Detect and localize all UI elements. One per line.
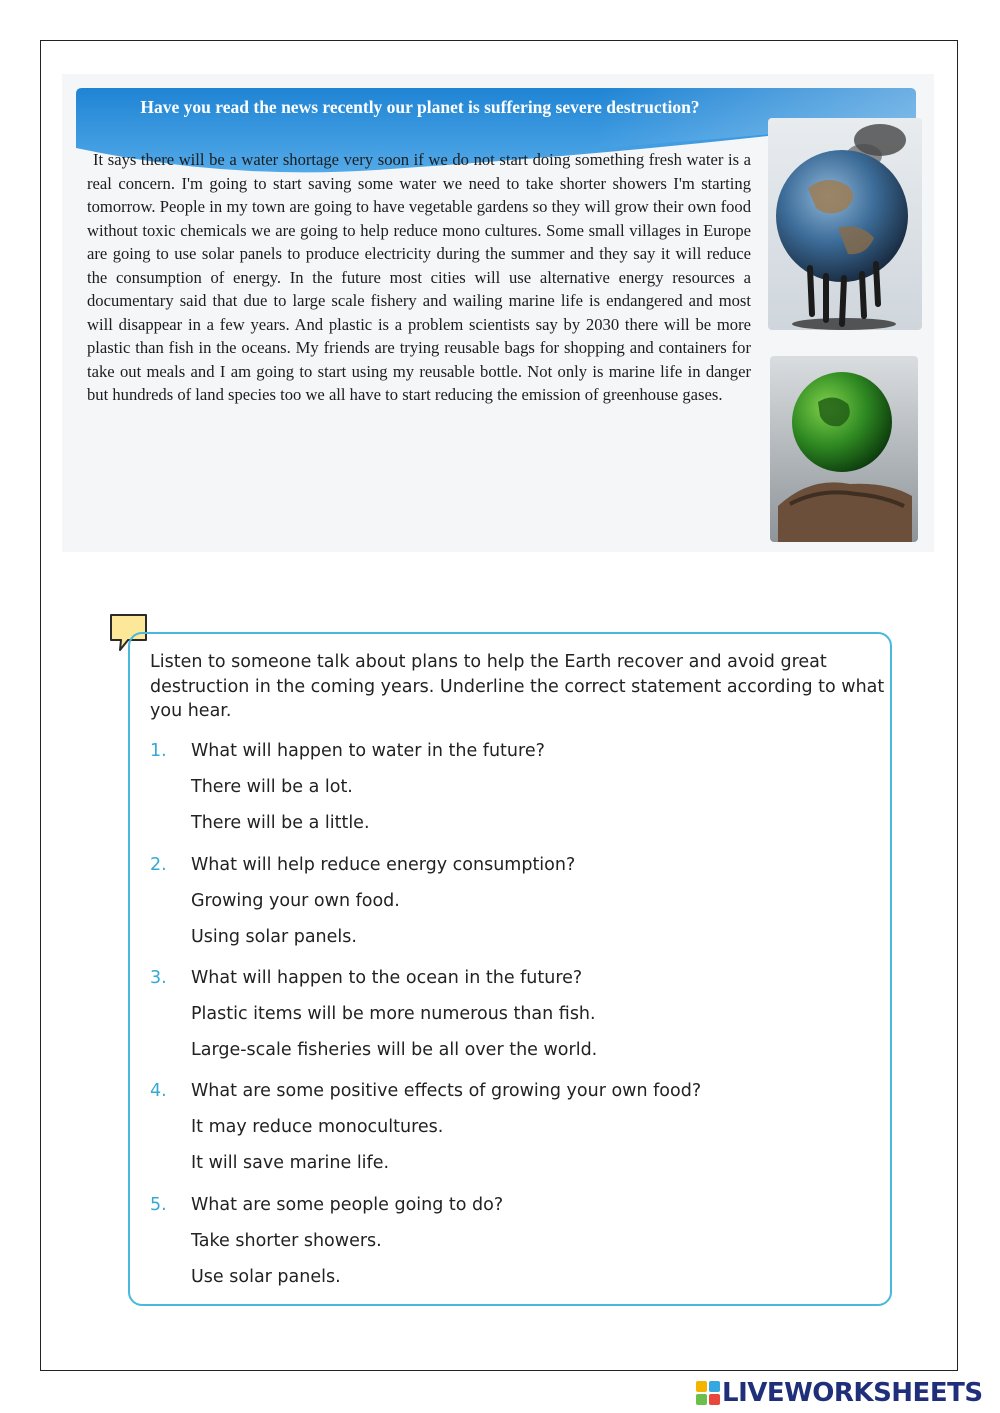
question-number: 3. <box>150 968 167 988</box>
answer-option[interactable]: It may reduce monocultures. <box>191 1117 444 1137</box>
question-number: 4. <box>150 1081 167 1101</box>
task-instructions: Listen to someone talk about plans to help the Earth recover and avoid great destruction in the coming years. Underline the correct statement according to what you hear. <box>150 652 885 721</box>
earth-in-hand-image <box>770 356 918 542</box>
answer-option[interactable]: It will save marine life. <box>191 1153 390 1173</box>
liveworksheets-brand-text: LIVEWORKSHEETS <box>722 1378 983 1408</box>
question-text: What will happen to the ocean in the future? <box>191 968 583 988</box>
question-number: 2. <box>150 855 167 875</box>
polluted-earth-image <box>768 118 922 330</box>
answer-option[interactable]: Use solar panels. <box>191 1267 341 1287</box>
question-number: 5. <box>150 1195 167 1215</box>
answer-option[interactable]: Using solar panels. <box>191 927 357 947</box>
answer-option[interactable]: There will be a lot. <box>191 777 353 797</box>
article-paragraph: It says there will be a water shortage very soon if we do not start doing something fresh water is a real concern. I'm going to start saving some water we need to take shorter showers I'm starting tomorrow. People in my town are going to have vegetable gardens so they will grow their own food without toxic chemicals we are going to help reduce mono cultures. Some small villages in Europe are going to use solar panels to produce electricity during the summer and they say it will reduce the consumption of energy. In the future most cities will use alternative energy resources a documentary said that due to large scale fishery and wailing marine life is endangered and most will disappear in a few years. And plastic is a problem scientists say by 2030 there will be more plastic than fish in the oceans. My friends are trying reusable bags for shopping and containers for take out meals and I am going to start using my reusable bottle. Not only is marine life in danger but hundreds of land species too we all have to start reducing the emission of greenhouse gases. <box>87 150 751 404</box>
article-headline: Have you read the news recently our planet is suffering severe destruction? <box>140 97 700 117</box>
answer-option[interactable]: There will be a little. <box>191 813 370 833</box>
question-text: What will help reduce energy consumption? <box>191 855 576 875</box>
question-text: What are some positive effects of growing your own food? <box>191 1081 702 1101</box>
question-text: What are some people going to do? <box>191 1195 504 1215</box>
question-text: What will happen to water in the future? <box>191 741 545 761</box>
article-body <box>87 148 751 407</box>
answer-option[interactable]: Large-scale fisheries will be all over the world. <box>191 1040 598 1060</box>
answer-option[interactable]: Plastic items will be more numerous than fish. <box>191 1004 596 1024</box>
question-number: 1. <box>150 741 167 761</box>
liveworksheets-logo-icon <box>696 1381 720 1405</box>
answer-option[interactable]: Take shorter showers. <box>191 1231 382 1251</box>
answer-option[interactable]: Growing your own food. <box>191 891 400 911</box>
